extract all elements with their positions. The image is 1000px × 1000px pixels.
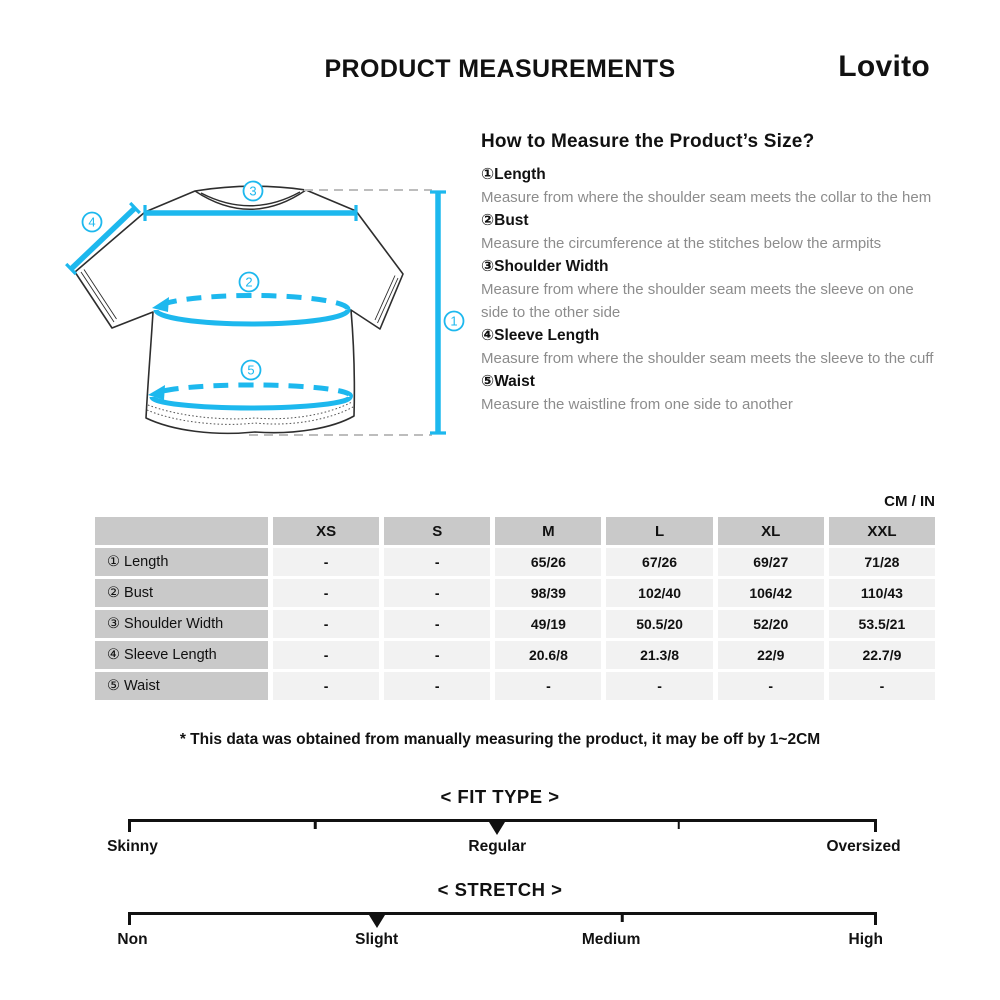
fit-type-title: < FIT TYPE > — [440, 786, 560, 807]
fit-type-left-tick — [128, 819, 131, 832]
howto-section — [481, 131, 935, 416]
howto-item-desc: Measure from where the shoulder seam meets the sleeve to the cuff — [481, 350, 934, 367]
table-value-cell: - — [273, 610, 379, 638]
brand-logo: Lovito — [838, 50, 930, 83]
howto-item-title: ③Shoulder Width — [481, 258, 609, 275]
table-value-cell: 52/20 — [718, 610, 824, 638]
howto-item-title: ⑤Waist — [481, 373, 535, 390]
callout-1-icon — [445, 312, 464, 331]
table-row-label: ⑤ Waist — [95, 672, 268, 700]
table-value-cell: 106/42 — [718, 579, 824, 607]
fit-type-label-regular: Regular — [468, 838, 527, 855]
tshirt-outline — [75, 183, 403, 433]
table-value-cell: 110/43 — [829, 579, 935, 607]
table-col-header: S — [384, 517, 490, 545]
table-value-cell: - — [495, 672, 601, 700]
stretch-mid-tick — [621, 912, 624, 922]
howto-item-title: ④Sleeve Length — [481, 327, 600, 344]
table-row-label: ④ Sleeve Length — [95, 641, 268, 669]
svg-text:5: 5 — [247, 362, 255, 378]
table-value-cell: - — [718, 672, 824, 700]
stretch-track — [117, 912, 883, 956]
fit-type-label-skinny: Skinny — [107, 838, 158, 855]
table-value-cell: 53.5/21 — [829, 610, 935, 638]
howto-heading: How to Measure the Product’s Size? — [481, 131, 815, 152]
table-col-header: XS — [273, 517, 379, 545]
stretch-title: < STRETCH > — [437, 879, 563, 900]
howto-item-bust — [481, 209, 935, 255]
table-value-cell: 98/39 — [495, 579, 601, 607]
table-value-cell: - — [273, 641, 379, 669]
howto-item-length — [481, 163, 935, 209]
howto-item-sleeve-length — [481, 324, 935, 370]
table-value-cell: - — [384, 672, 490, 700]
table-value-cell: 22/9 — [718, 641, 824, 669]
fit-type-mid-tick — [314, 819, 317, 829]
table-value-cell: - — [384, 610, 490, 638]
fit-type-label-oversized: Oversized — [826, 838, 901, 855]
howto-item-title: ②Bust — [481, 212, 529, 229]
svg-text:3: 3 — [249, 183, 257, 199]
table-value-cell: 20.6/8 — [495, 641, 601, 669]
table-value-cell: - — [384, 548, 490, 576]
callout-2-icon — [240, 273, 259, 292]
callout-5-icon — [242, 361, 261, 380]
howto-item-waist — [481, 370, 935, 416]
table-value-cell: 71/28 — [829, 548, 935, 576]
howto-item-desc: Measure from where the shoulder seam meets the collar to the hem — [481, 189, 932, 206]
stretch-left-tick — [128, 912, 131, 925]
table-value-cell: 50.5/20 — [606, 610, 712, 638]
svg-text:1: 1 — [450, 313, 458, 329]
callout-3-icon — [244, 182, 263, 201]
table-value-cell: 65/26 — [495, 548, 601, 576]
fit-type-mid-tick — [677, 819, 680, 829]
table-value-cell: - — [384, 579, 490, 607]
table-value-cell: - — [829, 672, 935, 700]
fit-type-scale — [0, 786, 1000, 863]
stretch-label-non: Non — [117, 931, 148, 948]
table-value-cell: 67/26 — [606, 548, 712, 576]
table-value-cell: - — [606, 672, 712, 700]
table-value-cell: - — [273, 548, 379, 576]
howto-item-desc: Measure the waistline from one side to another — [481, 396, 793, 413]
stretch-marker-icon — [369, 915, 385, 928]
size-diagram — [55, 160, 475, 470]
svg-text:4: 4 — [88, 214, 96, 230]
table-col-header: L — [606, 517, 712, 545]
stretch-label-medium: Medium — [581, 931, 641, 948]
table-col-header: M — [495, 517, 601, 545]
units-label: CM / IN — [884, 493, 935, 510]
table-value-cell: 49/19 — [495, 610, 601, 638]
callout-4-icon — [83, 213, 102, 232]
howto-item-title: ①Length — [481, 166, 546, 183]
fit-type-marker-icon — [489, 822, 505, 835]
howto-item-desc: Measure from where the shoulder seam meets the sleeve on one side to the other side — [481, 281, 914, 321]
table-value-cell: - — [273, 672, 379, 700]
table-col-header: XL — [718, 517, 824, 545]
fit-type-track — [107, 819, 901, 863]
fit-type-right-tick — [874, 819, 877, 832]
howto-item-shoulder-width — [481, 255, 935, 324]
table-value-cell: - — [273, 579, 379, 607]
table-value-cell: 22.7/9 — [829, 641, 935, 669]
table-value-cell: 69/27 — [718, 548, 824, 576]
stretch-label-high: High — [848, 931, 883, 948]
stretch-right-tick — [874, 912, 877, 925]
table-value-cell: 21.3/8 — [606, 641, 712, 669]
table-value-cell: 102/40 — [606, 579, 712, 607]
table-value-cell: - — [384, 641, 490, 669]
table-row-label: ① Length — [95, 548, 268, 576]
table-col-header: XXL — [829, 517, 935, 545]
table-row-label: ③ Shoulder Width — [95, 610, 268, 638]
stretch-label-slight: Slight — [355, 931, 399, 948]
table-corner-cell — [95, 517, 268, 545]
howto-item-desc: Measure the circumference at the stitches below the armpits — [481, 235, 882, 252]
measurement-disclaimer: * This data was obtained from manually measuring the product, it may be off by 1~2CM — [179, 731, 821, 748]
stretch-scale — [0, 879, 1000, 956]
size-table — [95, 517, 935, 700]
page-title: PRODUCT MEASUREMENTS — [324, 55, 676, 83]
svg-text:2: 2 — [245, 274, 253, 290]
table-row-label: ② Bust — [95, 579, 268, 607]
